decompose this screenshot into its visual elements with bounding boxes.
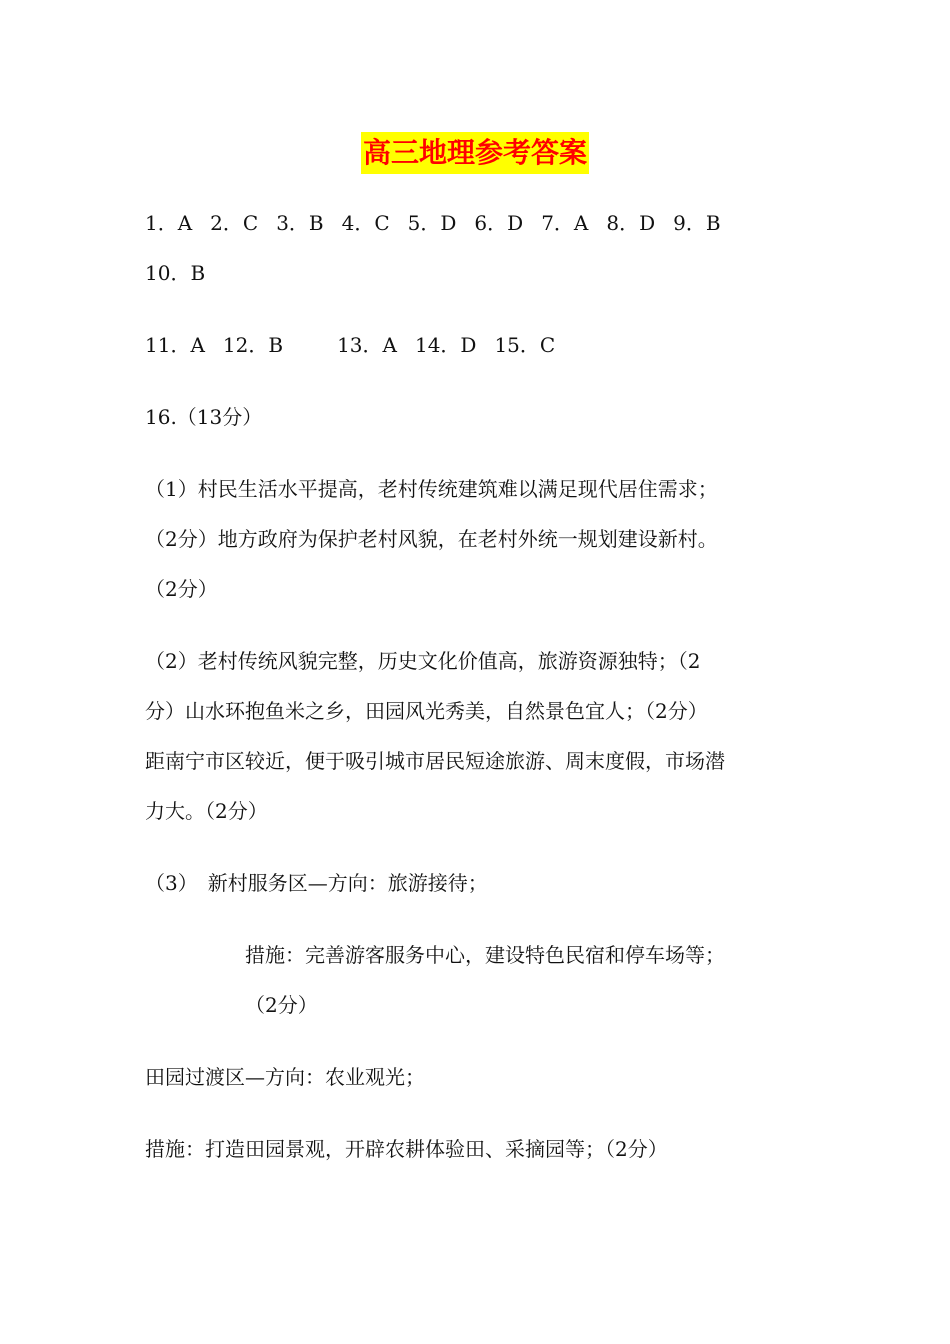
- answer-13: 13．A: [337, 333, 397, 357]
- answer-1: 1．A: [145, 211, 193, 235]
- q16-3-line-3: （2分）: [245, 993, 318, 1017]
- answer-15: 15．C: [494, 333, 556, 357]
- answer-9: 9．B: [673, 211, 721, 235]
- answer-10: 10．B: [145, 261, 206, 285]
- answers-row-2: [145, 258, 223, 288]
- answer-12: 12．B: [222, 333, 284, 357]
- q16-header: 16.（13分）: [145, 405, 263, 429]
- answer-14: 14．D: [414, 333, 477, 357]
- q16-1-line-1: （1）村民生活水平提高，老村传统建筑难以满足现代居住需求；: [145, 477, 718, 501]
- q16-2-line-2: 分）山水环抱鱼米之乡，田园风光秀美，自然景色宜人；（2分）: [145, 699, 708, 723]
- answer-11: 11．A: [145, 333, 205, 357]
- answers-row-1: [145, 208, 739, 238]
- title-wrap: [0, 132, 950, 174]
- answer-3: 3．B: [276, 211, 324, 235]
- q16-3-line-5: 措施：打造田园景观，开辟农耕体验田、采摘园等；（2分）: [145, 1137, 668, 1161]
- answer-6: 6．D: [474, 211, 524, 235]
- q16-2-line-4: 力大。（2分）: [145, 799, 268, 823]
- answer-4: 4．C: [341, 211, 390, 235]
- q16-3-line-4: 田园过渡区—方向：农业观光；: [145, 1065, 425, 1089]
- q16-2-line-1: （2）老村传统风貌完整，历史文化价值高，旅游资源独特；（2: [145, 649, 701, 673]
- answer-7: 7．A: [541, 211, 589, 235]
- q16-1-line-3: （2分）: [145, 577, 218, 601]
- q16-3-line-1: （3） 新村服务区—方向：旅游接待；: [145, 871, 488, 895]
- answer-8: 8．D: [606, 211, 656, 235]
- answers-row-3: [145, 330, 573, 360]
- answer-5: 5．D: [407, 211, 457, 235]
- q16-3-line-2: 措施：完善游客服务中心，建设特色民宿和停车场等；: [245, 943, 725, 967]
- page-title: 高三地理参考答案: [361, 132, 589, 174]
- answer-2: 2．C: [210, 211, 259, 235]
- q16-1-line-2: （2分）地方政府为保护老村风貌，在老村外统一规划建设新村。: [145, 527, 718, 551]
- q16-2-line-3: 距南宁市区较近，便于吸引城市居民短途旅游、周末度假，市场潜: [145, 749, 725, 773]
